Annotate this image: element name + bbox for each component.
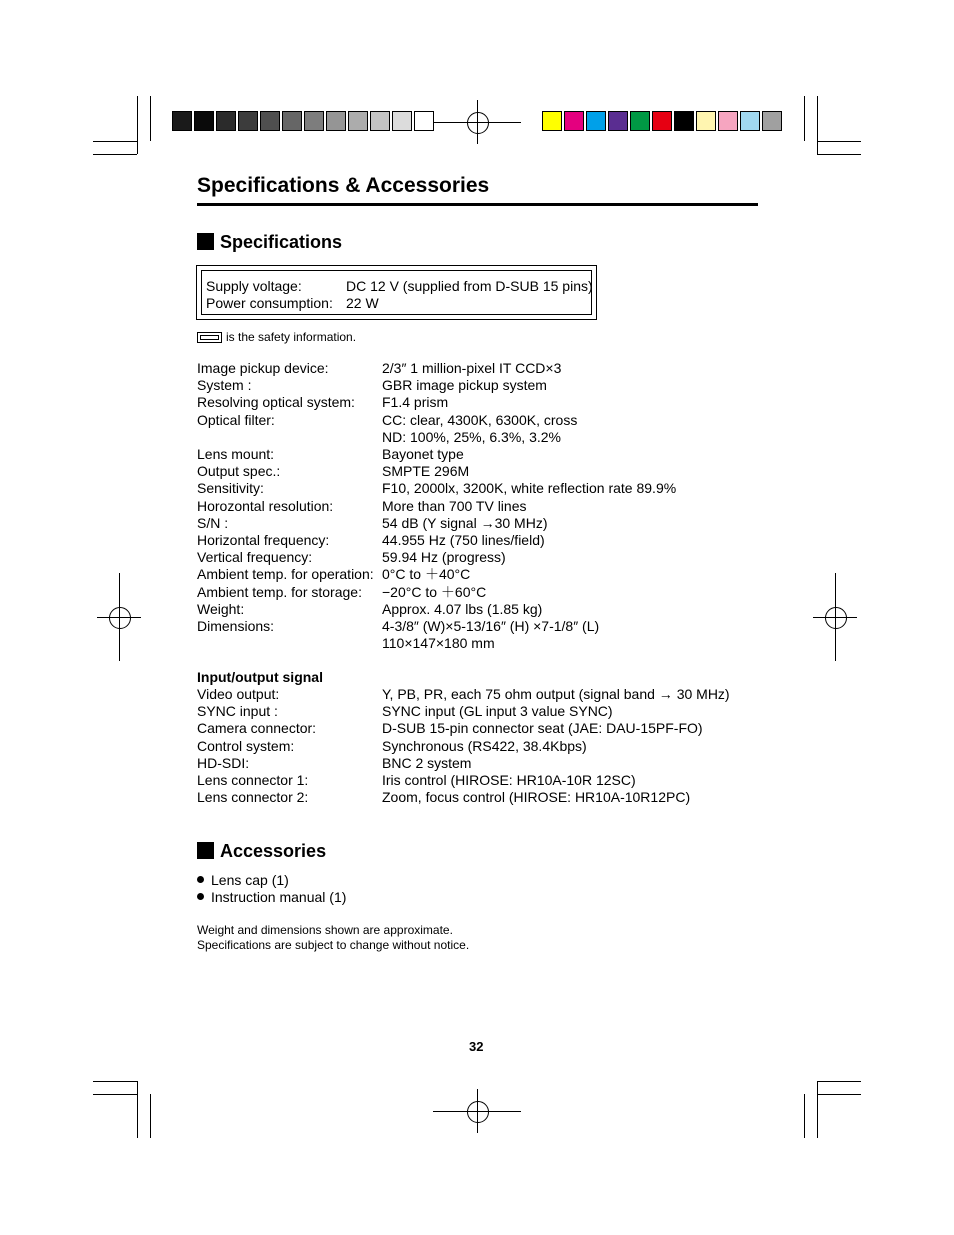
crop-mark-top-left [150, 96, 151, 141]
spec-value: Approx. 4.07 lbs (1.85 kg) [382, 600, 543, 617]
color-swatch [696, 111, 716, 131]
spec-value: GBR image pickup system [382, 377, 547, 394]
spec-value: 44.955 Hz (750 lines/field) [382, 532, 545, 548]
color-swatch [718, 111, 738, 131]
color-swatch [564, 111, 584, 131]
spec-label: HD-SDI: [197, 754, 250, 771]
color-swatch [304, 111, 324, 131]
crop-mark-top-right [817, 141, 861, 142]
spec-label: Lens mount: [197, 446, 275, 462]
spec-value: More than 700 TV lines [382, 497, 527, 514]
color-swatch [586, 111, 606, 131]
color-swatch [674, 111, 694, 131]
safety-row-label: Supply voltage: [206, 278, 302, 294]
spec-value: D-SUB 15-pin connector seat (JAE: DAU-15PF-FO) [382, 720, 703, 737]
spec-label: Lens connector 1: [197, 772, 309, 788]
bullet-icon [197, 876, 204, 883]
color-swatch [348, 111, 368, 131]
color-swatch [238, 111, 258, 131]
spec-label: Ambient temp. for operation: [197, 566, 374, 583]
crop-mark-bottom-left [93, 1081, 137, 1082]
spec-value: 4-3/8″ (W)×5-13/16″ (H) ×7-1/8″ (L) [382, 618, 600, 634]
page-number: 32 [469, 1039, 484, 1054]
bullet-icon [197, 893, 204, 900]
crop-mark-bottom-right [817, 1081, 818, 1138]
list-item [197, 872, 289, 888]
title-rule [197, 203, 758, 206]
spec-value: SYNC input (GL input 3 value SYNC) [382, 703, 613, 720]
spec-label: SYNC input : [197, 703, 278, 720]
accessories-heading-text: Accessories [220, 841, 327, 861]
specifications-heading [197, 232, 342, 253]
spec-label: Resolving optical system: [197, 394, 355, 411]
safety-row-label: Power consumption: [206, 295, 333, 311]
footnote: Weight and dimensions shown are approximate. [197, 923, 453, 937]
color-swatch [392, 111, 412, 131]
color-swatch [260, 111, 280, 131]
list-item [197, 889, 346, 905]
crop-mark-top-right [804, 96, 805, 141]
spec-value: ND: 100%, 25%, 6.3%, 3.2% [382, 428, 561, 445]
color-swatch [326, 111, 346, 131]
color-swatch [282, 111, 302, 131]
color-swatch [216, 111, 236, 131]
spec-value: 2/3″ 1 million-pixel IT CCD×3 [382, 360, 562, 376]
spec-value: Zoom, focus control (HIROSE: HR10A-10R12PC) [382, 789, 691, 806]
color-swatch [762, 111, 782, 131]
spec-label: Horozontal resolution: [197, 497, 334, 514]
spec-value: −20°C to ＋60°C [382, 583, 487, 600]
spec-value: Y, PB, PR, each 75 ohm output (signal band → 30 MHz) [382, 686, 730, 702]
spec-value: SMPTE 296M [382, 463, 470, 480]
crop-mark-bottom-left [93, 1094, 137, 1095]
color-swatch [194, 111, 214, 131]
crop-mark-bottom-left [150, 1094, 151, 1138]
specifications-heading-text: Specifications [220, 232, 343, 252]
spec-label: Weight: [197, 600, 245, 617]
spec-label: Camera connector: [197, 720, 317, 737]
spec-label: Image pickup device: [197, 360, 329, 376]
crop-mark-top-left [93, 154, 137, 155]
spec-value: Iris control (HIROSE: HR10A-10R 12SC) [382, 772, 636, 788]
io-heading: Input/output signal [197, 669, 323, 685]
spec-label: S/N : [197, 514, 229, 531]
crop-mark-bottom-left [137, 1081, 138, 1138]
color-swatch [630, 111, 650, 131]
spec-label: Control system: [197, 737, 295, 754]
safety-row-value: DC 12 V (supplied from D-SUB 15 pins) [346, 278, 593, 294]
safety-row-value: 22 W [346, 295, 379, 311]
section-square-icon [197, 233, 214, 250]
safety-box-icon [197, 332, 222, 343]
crop-mark-bottom-right [817, 1081, 861, 1082]
spec-value: 59.94 Hz (progress) [382, 549, 506, 566]
page-title: Specifications & Accessories [197, 174, 490, 197]
crop-mark-top-left [137, 96, 138, 154]
accessory-item-text: Instruction manual (1) [211, 889, 347, 905]
spec-label: Optical filter: [197, 411, 275, 428]
registration-mark-right [813, 573, 857, 661]
spec-label: Output spec.: [197, 463, 281, 480]
spec-value: F1.4 prism [382, 394, 449, 411]
spec-label: Video output: [197, 686, 280, 702]
spec-label: Vertical frequency: [197, 549, 313, 566]
spec-value: 0°C to ＋40°C [382, 566, 471, 583]
spec-label: Dimensions: [197, 618, 275, 634]
registration-mark-left [97, 573, 141, 661]
spec-label: System : [197, 377, 252, 394]
spec-label: Horizontal frequency: [197, 532, 330, 548]
spec-value: 110×147×180 mm [382, 635, 495, 652]
color-swatch [370, 111, 390, 131]
color-swatch [608, 111, 628, 131]
color-swatch [740, 111, 760, 131]
color-swatch [172, 111, 192, 131]
color-swatch [652, 111, 672, 131]
accessory-item-text: Lens cap (1) [211, 872, 289, 888]
spec-value: CC: clear, 4300K, 6300K, cross [382, 411, 578, 428]
crop-mark-bottom-right [817, 1094, 861, 1095]
crop-mark-bottom-right [804, 1094, 805, 1138]
spec-value: F10, 2000lx, 3200K, white reflection rate 89.9% [382, 480, 677, 497]
registration-mark-bottom [433, 1089, 521, 1133]
section-square-icon [197, 842, 214, 859]
crop-mark-top-right [817, 96, 818, 154]
registration-mark-top [433, 100, 521, 144]
color-swatch [542, 111, 562, 131]
crop-mark-top-right [817, 154, 861, 155]
spec-value: BNC 2 system [382, 754, 472, 771]
safety-note: is the safety information. [226, 330, 357, 344]
footnote: Specifications are subject to change without notice. [197, 938, 470, 952]
spec-label: Ambient temp. for storage: [197, 583, 362, 600]
spec-label: Sensitivity: [197, 480, 264, 497]
crop-mark-top-left [93, 141, 137, 142]
spec-value: 54 dB (Y signal →30 MHz) [382, 514, 548, 531]
spec-value: Bayonet type [382, 446, 464, 462]
accessories-heading [197, 841, 326, 862]
spec-label: Lens connector 2: [197, 789, 309, 806]
spec-value: Synchronous (RS422, 38.4Kbps) [382, 737, 587, 754]
color-swatch [414, 111, 434, 131]
